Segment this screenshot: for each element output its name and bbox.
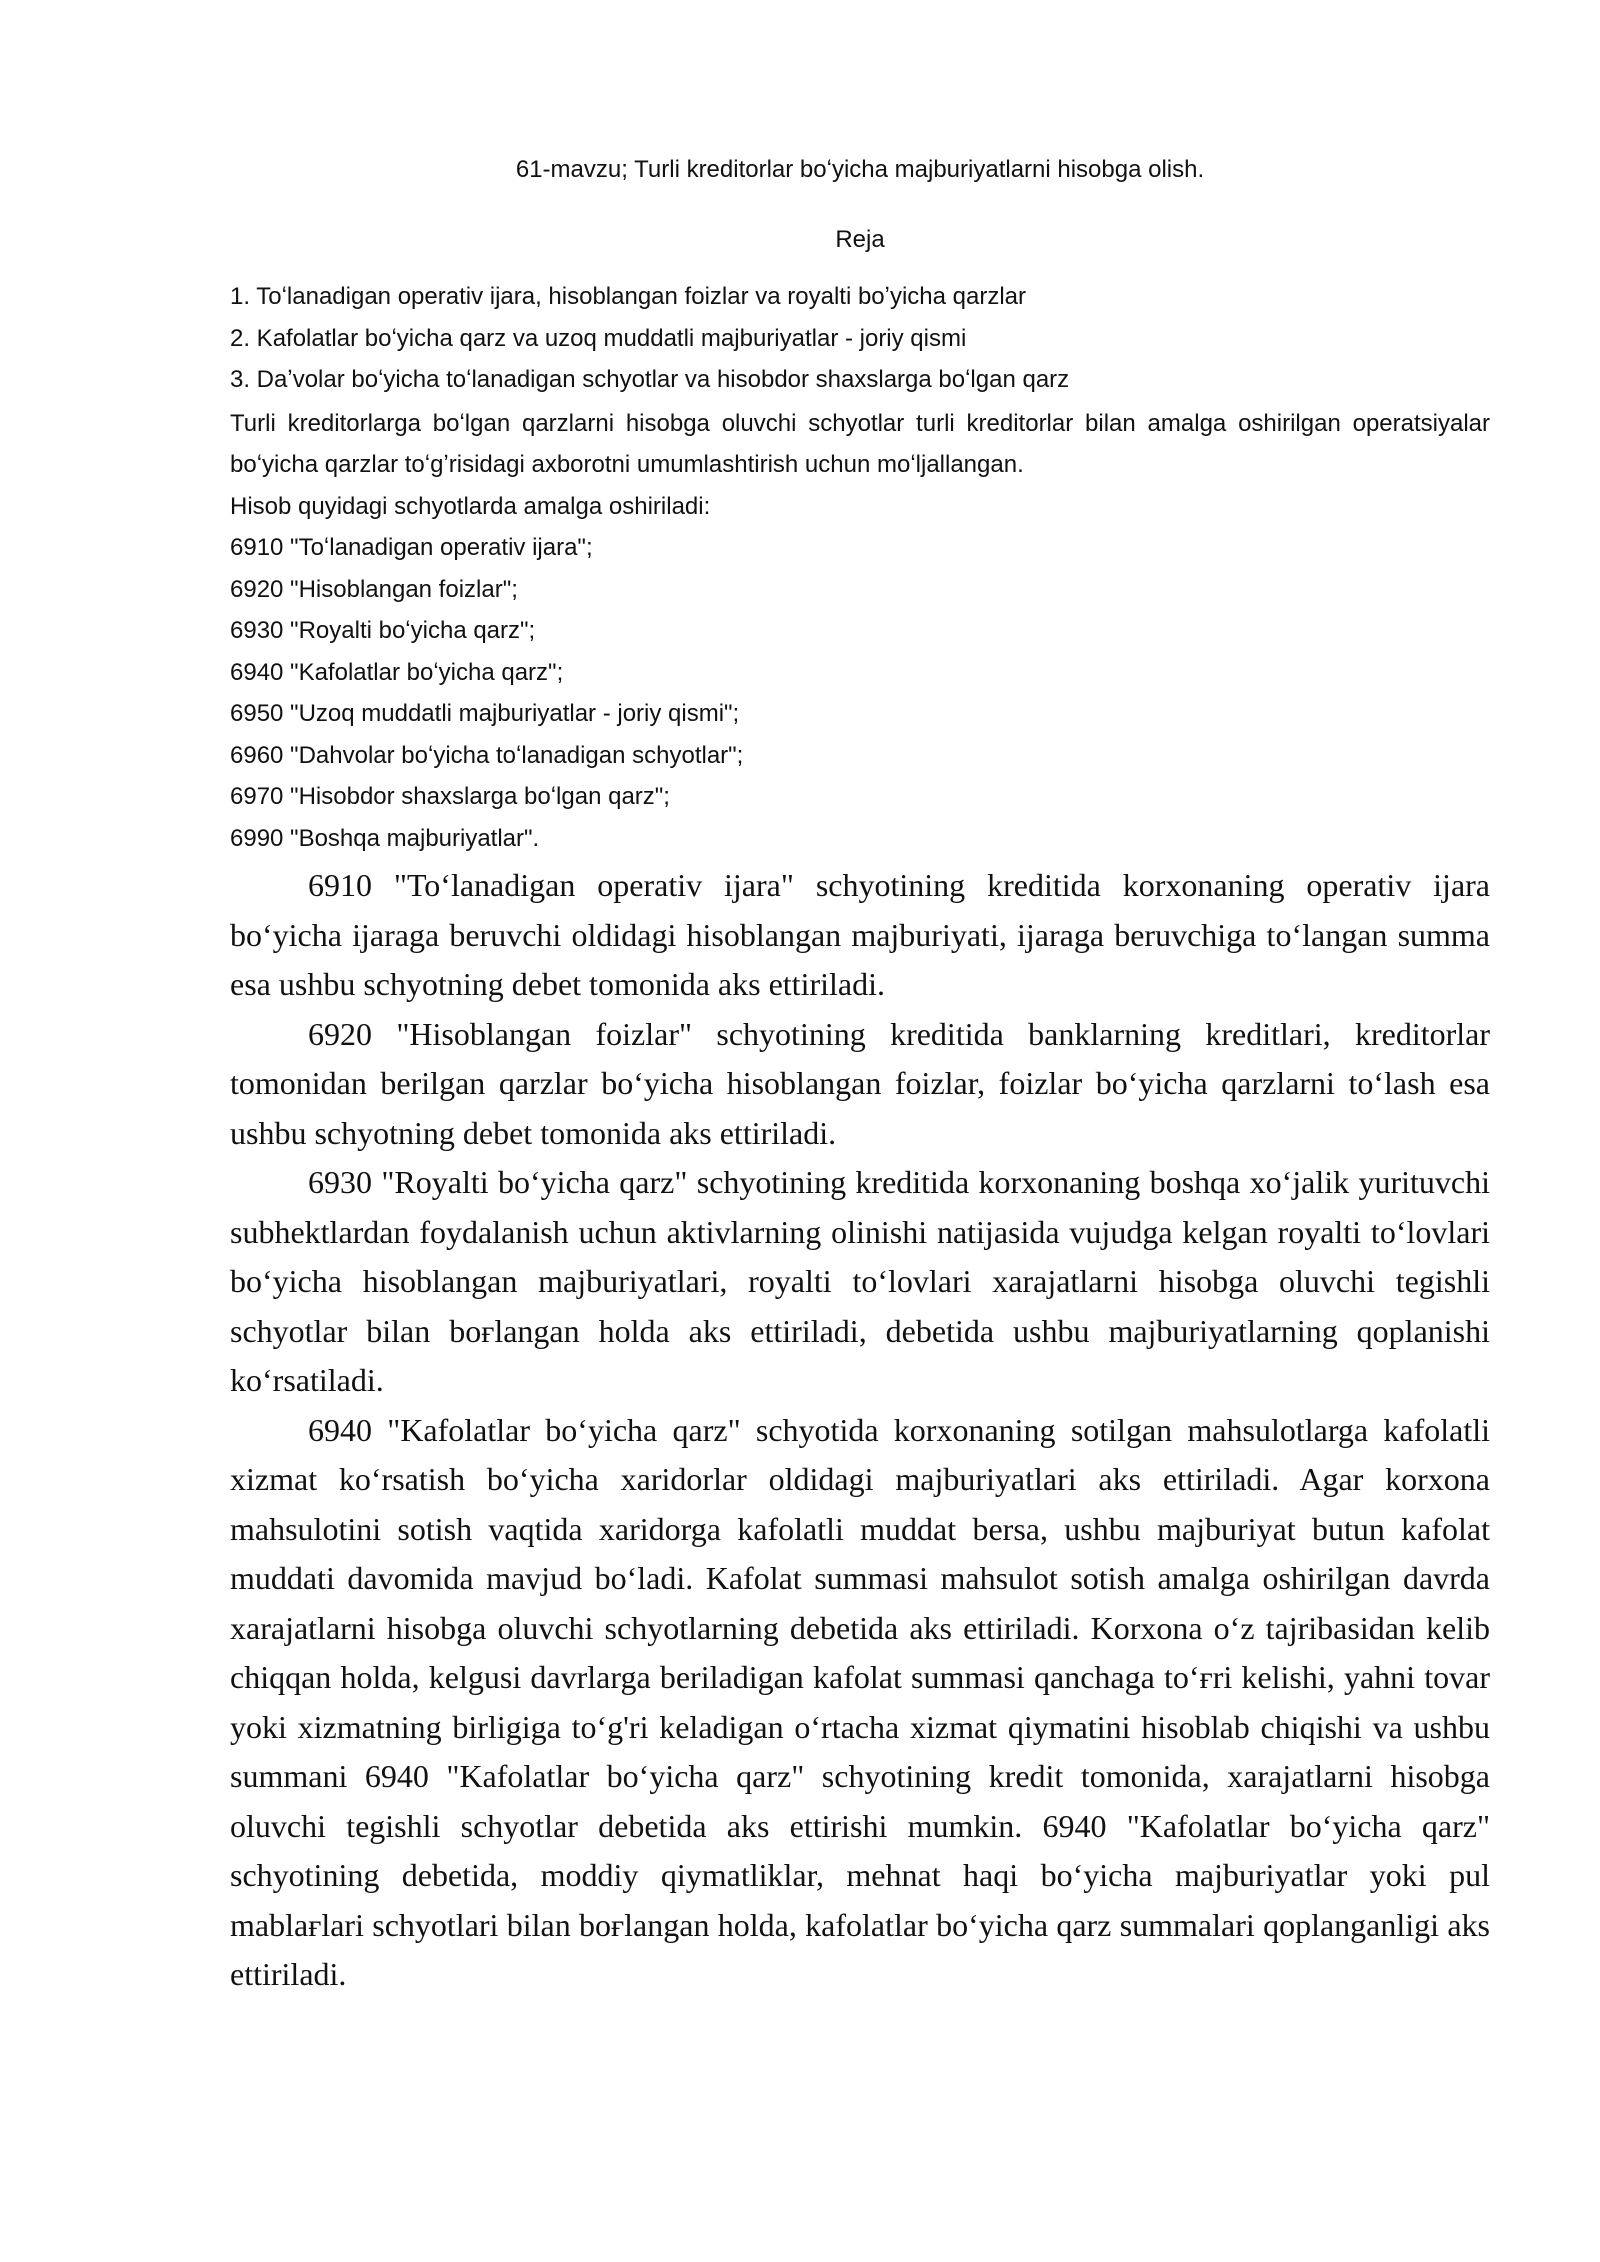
- account-item: 6930 "Royalti boʻyicha qarz";: [230, 617, 536, 644]
- plan-item: 1. Toʻlanadigan operativ ijara, hisoblangan foizlar va royalti boʼyicha qarzlar: [230, 283, 1027, 310]
- plan-item: 2. Kafolatlar boʻyicha qarz va uzoq muddatli majburiyatlar - joriy qismi: [230, 324, 967, 352]
- body-paragraph: 6910 "Toʻlanadigan operativ ijara" schyotining kreditida korxonaning operativ ijara boʻyicha ijaraga beruvchi oldidagi hisoblangan majburiyati, ijaraga beruvchiga toʻlangan summa esa ushbu schyotning debet tomonida aks ettiriladi.: [230, 867, 1490, 1002]
- account-item: 6950 "Uzoq muddatli majburiyatlar - joriy qismi";: [230, 700, 740, 727]
- account-item: 6910 "Toʻlanadigan operativ ijara";: [230, 534, 593, 561]
- plan-list: [230, 276, 1490, 401]
- plan-heading: Reja: [835, 226, 885, 253]
- plan-item: 3. Daʼvolar boʻyicha toʻlanadigan schyotlar va hisobdor shaxslarga boʻlgan qarz: [230, 366, 1070, 393]
- body-paragraph: 6920 "Hisoblangan foizlar" schyotining kreditida banklarning kreditlari, kreditorlar tomonidan berilgan qarzlar boʻyicha hisoblangan foizlar, foizlar boʻyicha qarzlarni toʻlash esa ushbu schyotning debet tomonida aks ettiriladi.: [230, 1015, 1490, 1151]
- account-item: 6920 "Hisoblangan foizlar";: [230, 575, 518, 603]
- account-item: 6970 "Hisobdor shaxslarga boʻlgan qarz";: [230, 783, 670, 810]
- document-title: 61-mavzu; Turli kreditorlar boʻyicha majburiyatlarni hisobga olish.: [515, 156, 1205, 183]
- accounts-intro: Hisob quyidagi schyotlarda amalga oshiriladi:: [230, 492, 711, 520]
- document-page: [230, 150, 1490, 2000]
- account-item: 6940 "Kafolatlar boʻyicha qarz";: [230, 658, 564, 686]
- account-item: 6960 "Dahvolar boʻyicha toʻlanadigan schyotlar";: [230, 741, 744, 769]
- accounts-list: [230, 527, 1490, 859]
- account-item: 6990 "Boshqa majburiyatlar".: [230, 824, 540, 852]
- intro-paragraph: Turli kreditorlarga boʻlgan qarzlarni hisobga oluvchi schyotlar turli kreditorlar bilan amalga oshirilgan operatsiyalar boʻyicha qarzlar toʻgʼrisidagi axborotni umumlashtirish uchun moʻljallangan.: [230, 409, 1490, 478]
- body-paragraph: 6930 "Royalti boʻyicha qarz" schyotining kreditida korxonaning boshqa xoʻjalik yurituvchi subhektlardan foydalanish uchun aktivlarning olinishi natijasida vujudga kelgan royalti toʻlovlari boʻyicha hisoblangan majburiyatlari, royalti toʻlovlari xarajatlarni hisobga oluvchi tegishli schyotlar bilan boғlangan holda aks ettiriladi, debetida ushbu majburiyatlarning qoplanishi koʻrsatiladi.: [230, 1164, 1490, 1398]
- body-paragraph: 6940 "Kafolatlar boʻyicha qarz" schyotida korxonaning sotilgan mahsulotlarga kafolatli xizmat koʻrsatish boʻyicha xaridorlar oldidagi majburiyatlari aks ettiriladi. Agar korxona mahsulotini sotish vaqtida xaridorga kafolatli muddat bersa, ushbu majburiyat butun kafolat muddati davomida mavjud boʻladi. Kafolat summasi mahsulot sotish amalga oshirilgan davrda xarajatlarni hisobga oluvchi schyotlarning debetida aks ettiriladi. Korxona oʻz tajribasidan kelib chiqqan holda, kelgusi davrlarga beriladigan kafolat summasi qanchaga toʻғri kelishi, yahni tovar yoki xizmatning birligiga toʻg'ri keladigan oʻrtacha xizmat qiymatini hisoblab chiqishi va ushbu summani 6940 "Kafolatlar boʻyicha qarz" schyotining kredit tomonida, xarajatlarni hisobga oluvchi tegishli schyotlar debetida aks ettirishi mumkin. 6940 "Kafolatlar boʻyicha qarz" schyotining debetida, moddiy qiymatliklar, mehnat haqi boʻyicha majburiyatlar yoki pul mablaғlari schyotlari bilan boғlangan holda, kafolatlar boʻyicha qarz summalari qoplanganligi aks ettiriladi.: [230, 1411, 1490, 1992]
